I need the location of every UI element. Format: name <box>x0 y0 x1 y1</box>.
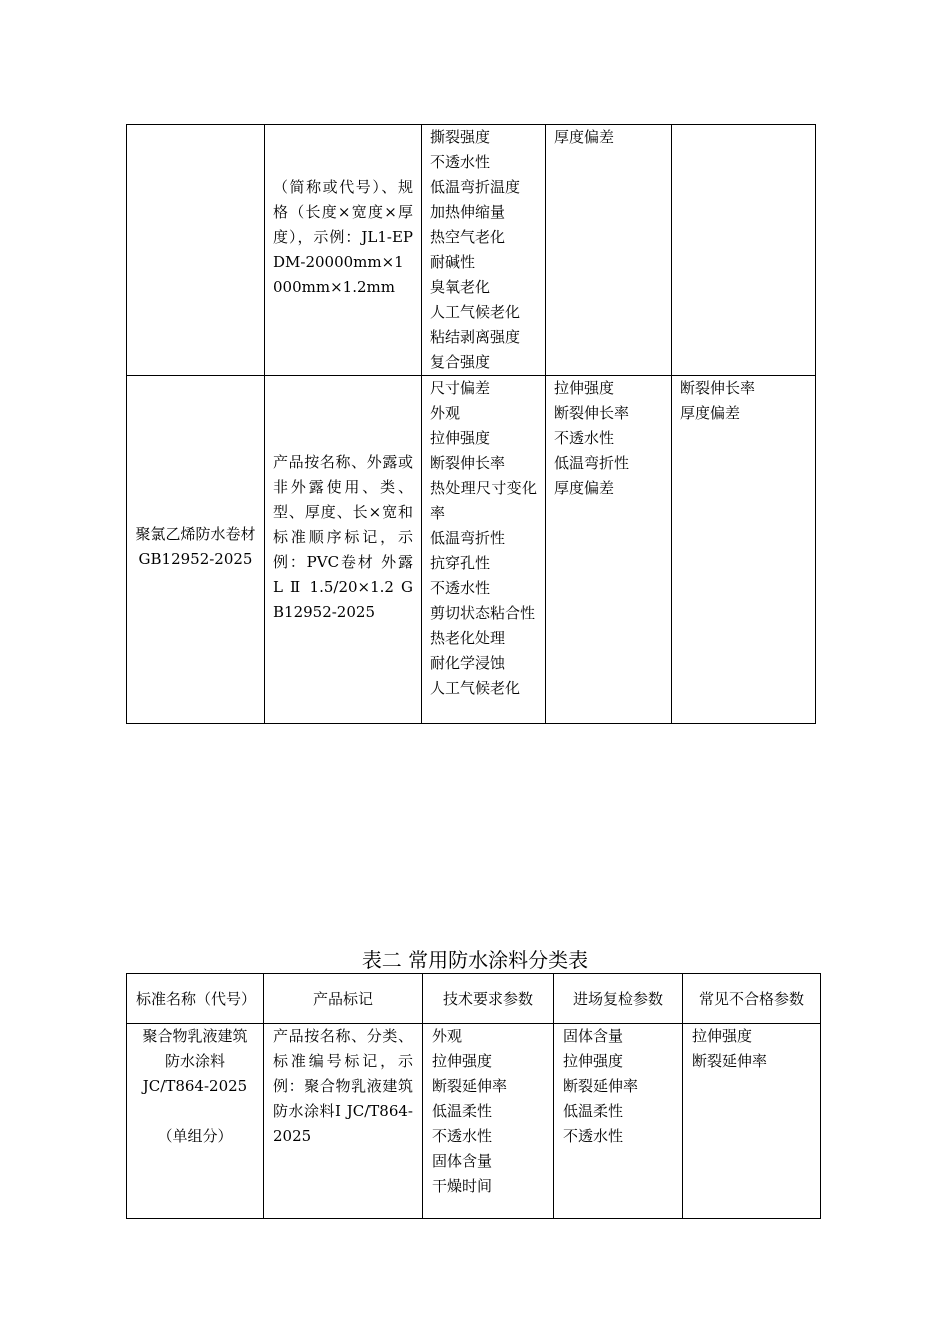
list-item: 热处理尺寸变化率 <box>430 479 537 522</box>
technical-params-cell <box>423 1024 554 1219</box>
standard-name: 聚氯乙烯防水卷材 <box>135 524 256 543</box>
list-item: 厚度偏差 <box>554 479 615 497</box>
list-item: 外观 <box>430 404 461 422</box>
list-item: 撕裂强度 <box>430 128 491 146</box>
column-header-common-fail-params: 常见不合格参数 <box>683 974 821 1024</box>
table-row <box>127 1024 821 1219</box>
common-fail-params-cell <box>672 125 816 376</box>
recheck-params-cell <box>546 125 672 376</box>
list-item: 断裂延伸率 <box>563 1077 639 1095</box>
column-header-standard-name: 标准名称（代号） <box>127 974 264 1024</box>
list-item: 加热伸缩量 <box>430 203 506 221</box>
list-item: 断裂延伸率 <box>692 1052 768 1070</box>
list-item: 热空气老化 <box>430 228 506 246</box>
list-item: 热老化处理 <box>430 629 506 647</box>
list-item: 不透水性 <box>430 579 491 597</box>
column-header-technical-params: 技术要求参数 <box>423 974 554 1024</box>
list-item: 粘结剥离强度 <box>430 328 521 346</box>
list-item: 厚度偏差 <box>680 404 741 422</box>
product-marking-cell <box>265 376 422 724</box>
table-header-row <box>127 974 821 1024</box>
list-item: 尺寸偏差 <box>430 379 491 397</box>
list-item: 人工气候老化 <box>430 303 521 321</box>
standard-name-cell <box>127 125 265 376</box>
waterproof-membrane-table <box>126 124 816 724</box>
list-item: 复合强度 <box>430 353 491 371</box>
list-item: 断裂延伸率 <box>432 1077 508 1095</box>
list-item: 断裂伸长率 <box>680 379 756 397</box>
list-item: 不透水性 <box>432 1127 493 1145</box>
list-item: 低温弯折性 <box>554 454 630 472</box>
product-marking-cell <box>264 1024 423 1219</box>
list-item: 固体含量 <box>432 1152 493 1170</box>
list-item: 抗穿孔性 <box>430 554 491 572</box>
list-item: 拉伸强度 <box>692 1027 753 1045</box>
technical-params-cell <box>422 125 546 376</box>
list-item: 臭氧老化 <box>430 278 491 296</box>
list-item: 干燥时间 <box>432 1177 493 1195</box>
product-marking-text: 产品按名称、外露或非外露使用、类、型、厚度、长×宽和标准顺序标记，示例：PVC卷材 外露 L Ⅱ 1.5/20×1.2 GB12952-2025 <box>273 453 413 621</box>
list-item: 固体含量 <box>563 1027 624 1045</box>
column-header-recheck-params: 进场复检参数 <box>554 974 683 1024</box>
list-item: 剪切状态粘合性 <box>430 604 536 622</box>
table-row <box>127 125 816 376</box>
standard-code: GB12952-2025 <box>138 549 253 568</box>
standard-name: 聚合物乳液建筑防水涂料 <box>142 1027 248 1070</box>
list-item: 不透水性 <box>563 1127 624 1145</box>
standard-name-cell <box>127 376 265 724</box>
list-item: 拉伸强度 <box>432 1052 493 1070</box>
common-fail-params-cell <box>683 1024 821 1219</box>
standard-name-cell <box>127 1024 264 1219</box>
column-header-product-marking: 产品标记 <box>264 974 423 1024</box>
standard-code: JC/T864-2025 <box>142 1077 248 1095</box>
list-item: 耐碱性 <box>430 253 476 271</box>
recheck-params-cell <box>554 1024 683 1219</box>
product-marking-text: （简称或代号）、规格（长度×宽度×厚度），示例：JL1-EPDM-20000mm×1000mm×1.2mm <box>273 178 413 296</box>
list-item: 外观 <box>432 1027 463 1045</box>
table-row <box>127 376 816 724</box>
technical-params-cell <box>422 376 546 724</box>
list-item: 低温柔性 <box>563 1102 624 1120</box>
list-item: 不透水性 <box>554 429 615 447</box>
list-item: 耐化学浸蚀 <box>430 654 506 672</box>
waterproof-coating-table <box>126 973 821 1219</box>
list-item: 断裂伸长率 <box>554 404 630 422</box>
list-item: 拉伸强度 <box>430 429 491 447</box>
list-item: 拉伸强度 <box>563 1052 624 1070</box>
list-item: 拉伸强度 <box>554 379 615 397</box>
list-item: 厚度偏差 <box>554 128 615 146</box>
list-item: 低温弯折温度 <box>430 178 521 196</box>
list-item: 不透水性 <box>430 153 491 171</box>
product-marking-text: 产品按名称、分类、标准编号标记，示例：聚合物乳液建筑防水涂料Ⅰ JC/T864-2025 <box>273 1027 413 1145</box>
list-item: 人工气候老化 <box>430 679 521 697</box>
list-item: 断裂伸长率 <box>430 454 506 472</box>
product-marking-cell <box>265 125 422 376</box>
table-caption: 表二 常用防水涂料分类表 <box>361 948 589 972</box>
spacer <box>136 1099 254 1124</box>
recheck-params-cell <box>546 376 672 724</box>
list-item: 低温柔性 <box>432 1102 493 1120</box>
component-type: （单组分） <box>157 1127 233 1145</box>
common-fail-params-cell <box>672 376 816 724</box>
list-item: 低温弯折性 <box>430 529 506 547</box>
